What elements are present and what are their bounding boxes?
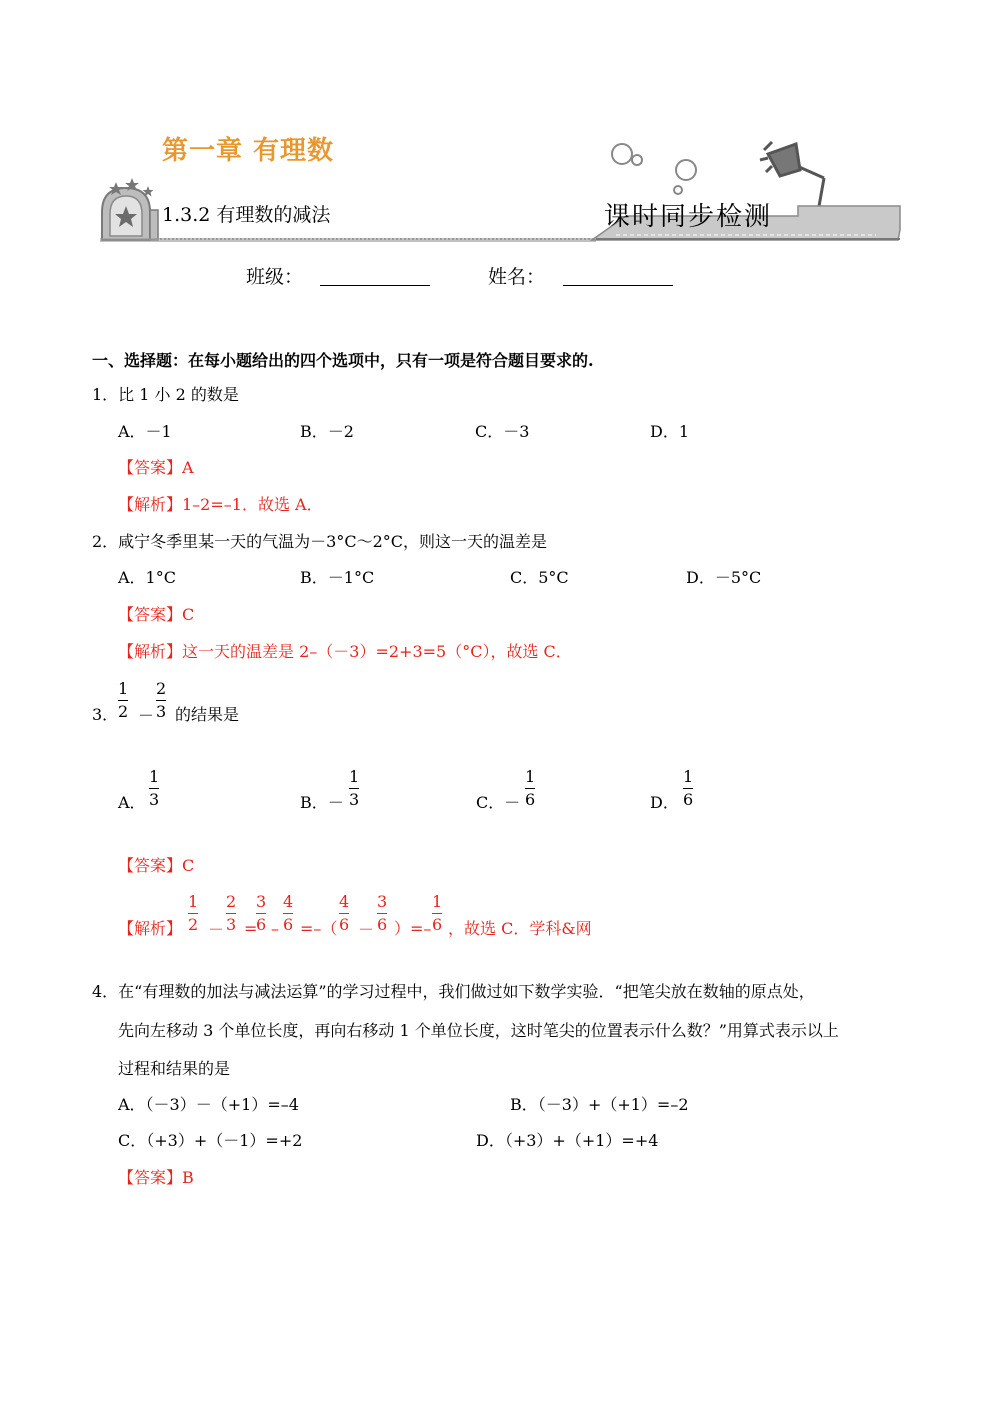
q3-analysis-op-5: － [358,920,375,939]
q3-fraction-2: 2 3 [156,679,167,721]
q3-analysis-op-4: =–（ [300,919,338,938]
q2-analysis: 【解析】这一天的温差是 2–（－3）=2+3=5（°C），故选 C． [118,642,572,661]
q3-analysis-fraction-5: 4 6 [339,892,350,934]
q3-analysis-label: 【解析】 [118,919,183,938]
q1-analysis: 【解析】1–2=–1．故选 A． [118,495,323,514]
q2-option-d: D．－5°C [686,568,762,587]
q3-analysis-fraction-6: 3 6 [377,892,388,934]
q1-option-d: D．1 [650,422,690,441]
q3-answer: 【答案】C [118,856,195,875]
bubbles-decoration [612,144,696,194]
q3-option-d-fraction: 1 6 [683,767,694,809]
name-label: 姓名： [488,266,546,288]
class-blank[interactable] [320,263,430,286]
q1-stem: 1．比 1 小 2 的数是 [92,385,239,404]
q2-stem: 2．咸宁冬季里某一天的气温为－3°C～2°C，则这一天的温差是 [92,532,548,551]
q3-stem-tail: 的结果是 [175,705,240,724]
section-title: 1.3.2 有理数的减法 [162,204,331,226]
q3-option-b-label: B．－ [300,793,344,812]
q2-option-a: A．1°C [118,568,176,587]
q2-option-b: B．－1°C [300,568,375,587]
q3-analysis-tail: ，故选 C．学科&网 [448,919,592,938]
q1-option-b: B．－2 [300,422,354,441]
q3-analysis-op-6: ）=– [394,919,432,938]
q2-answer: 【答案】C [118,605,195,624]
q3-option-a-label: A． [118,793,146,812]
q3-analysis-op-2: = [244,919,258,938]
q3-number: 3． [92,705,119,724]
q3-analysis-fraction-1: 1 2 [188,892,199,934]
class-label: 班级： [246,266,304,288]
q3-option-c-fraction: 1 6 [525,767,536,809]
q3-minus: － [138,706,155,725]
q3-analysis-fraction-4: 4 6 [283,892,294,934]
q3-option-d-label: D． [650,793,679,812]
header-banner [96,140,906,250]
q3-analysis-op-1: － [208,920,225,939]
q4-option-d: D．（+3）+（+1）=+4 [476,1131,659,1150]
name-blank[interactable] [563,263,673,286]
q3-option-c-label: C．－ [476,793,521,812]
brand-title: 课时同步检测 [604,202,773,232]
q3-option-b-fraction: 1 3 [349,767,360,809]
q4-stem-line-2: 先向左移动 3 个单位长度，再向右移动 1 个单位长度，这时笔尖的位置表示什么数？”用算式表示以上 [118,1021,839,1040]
q4-stem-line-3: 过程和结果的是 [118,1059,231,1078]
q1-option-c: C．－3 [475,422,530,441]
q3-analysis-op-3: – [271,919,279,938]
star-badge-icon [102,178,158,240]
q3-option-a-fraction: 1 3 [149,767,160,809]
q1-answer: 【答案】A [118,458,194,477]
q3-fraction-1: 1 2 [118,679,129,721]
q3-analysis-fraction-2: 2 3 [226,892,237,934]
q3-analysis-fraction-7: 1 6 [432,892,443,934]
q4-option-c: C．（+3）+（－1）=+2 [118,1131,303,1150]
q4-stem-line-1: 4．在“有理数的加法与减法运算”的学习过程中，我们做过如下数学实验．“把笔尖放在数轴的原点处， [92,982,815,1001]
section-heading: 一、选择题：在每小题给出的四个选项中，只有一项是符合题目要求的. [92,351,594,370]
q4-answer: 【答案】B [118,1168,194,1187]
q3-analysis-fraction-3: 3 6 [256,892,267,934]
q2-option-c: C．5°C [510,568,569,587]
q1-option-a: A．－1 [118,422,172,441]
q4-option-b: B．（－3）+（+1）=–2 [510,1095,689,1114]
q4-option-a: A．（－3）－（+1）=–4 [118,1095,299,1114]
chapter-title: 第一章 有理数 [162,136,335,166]
